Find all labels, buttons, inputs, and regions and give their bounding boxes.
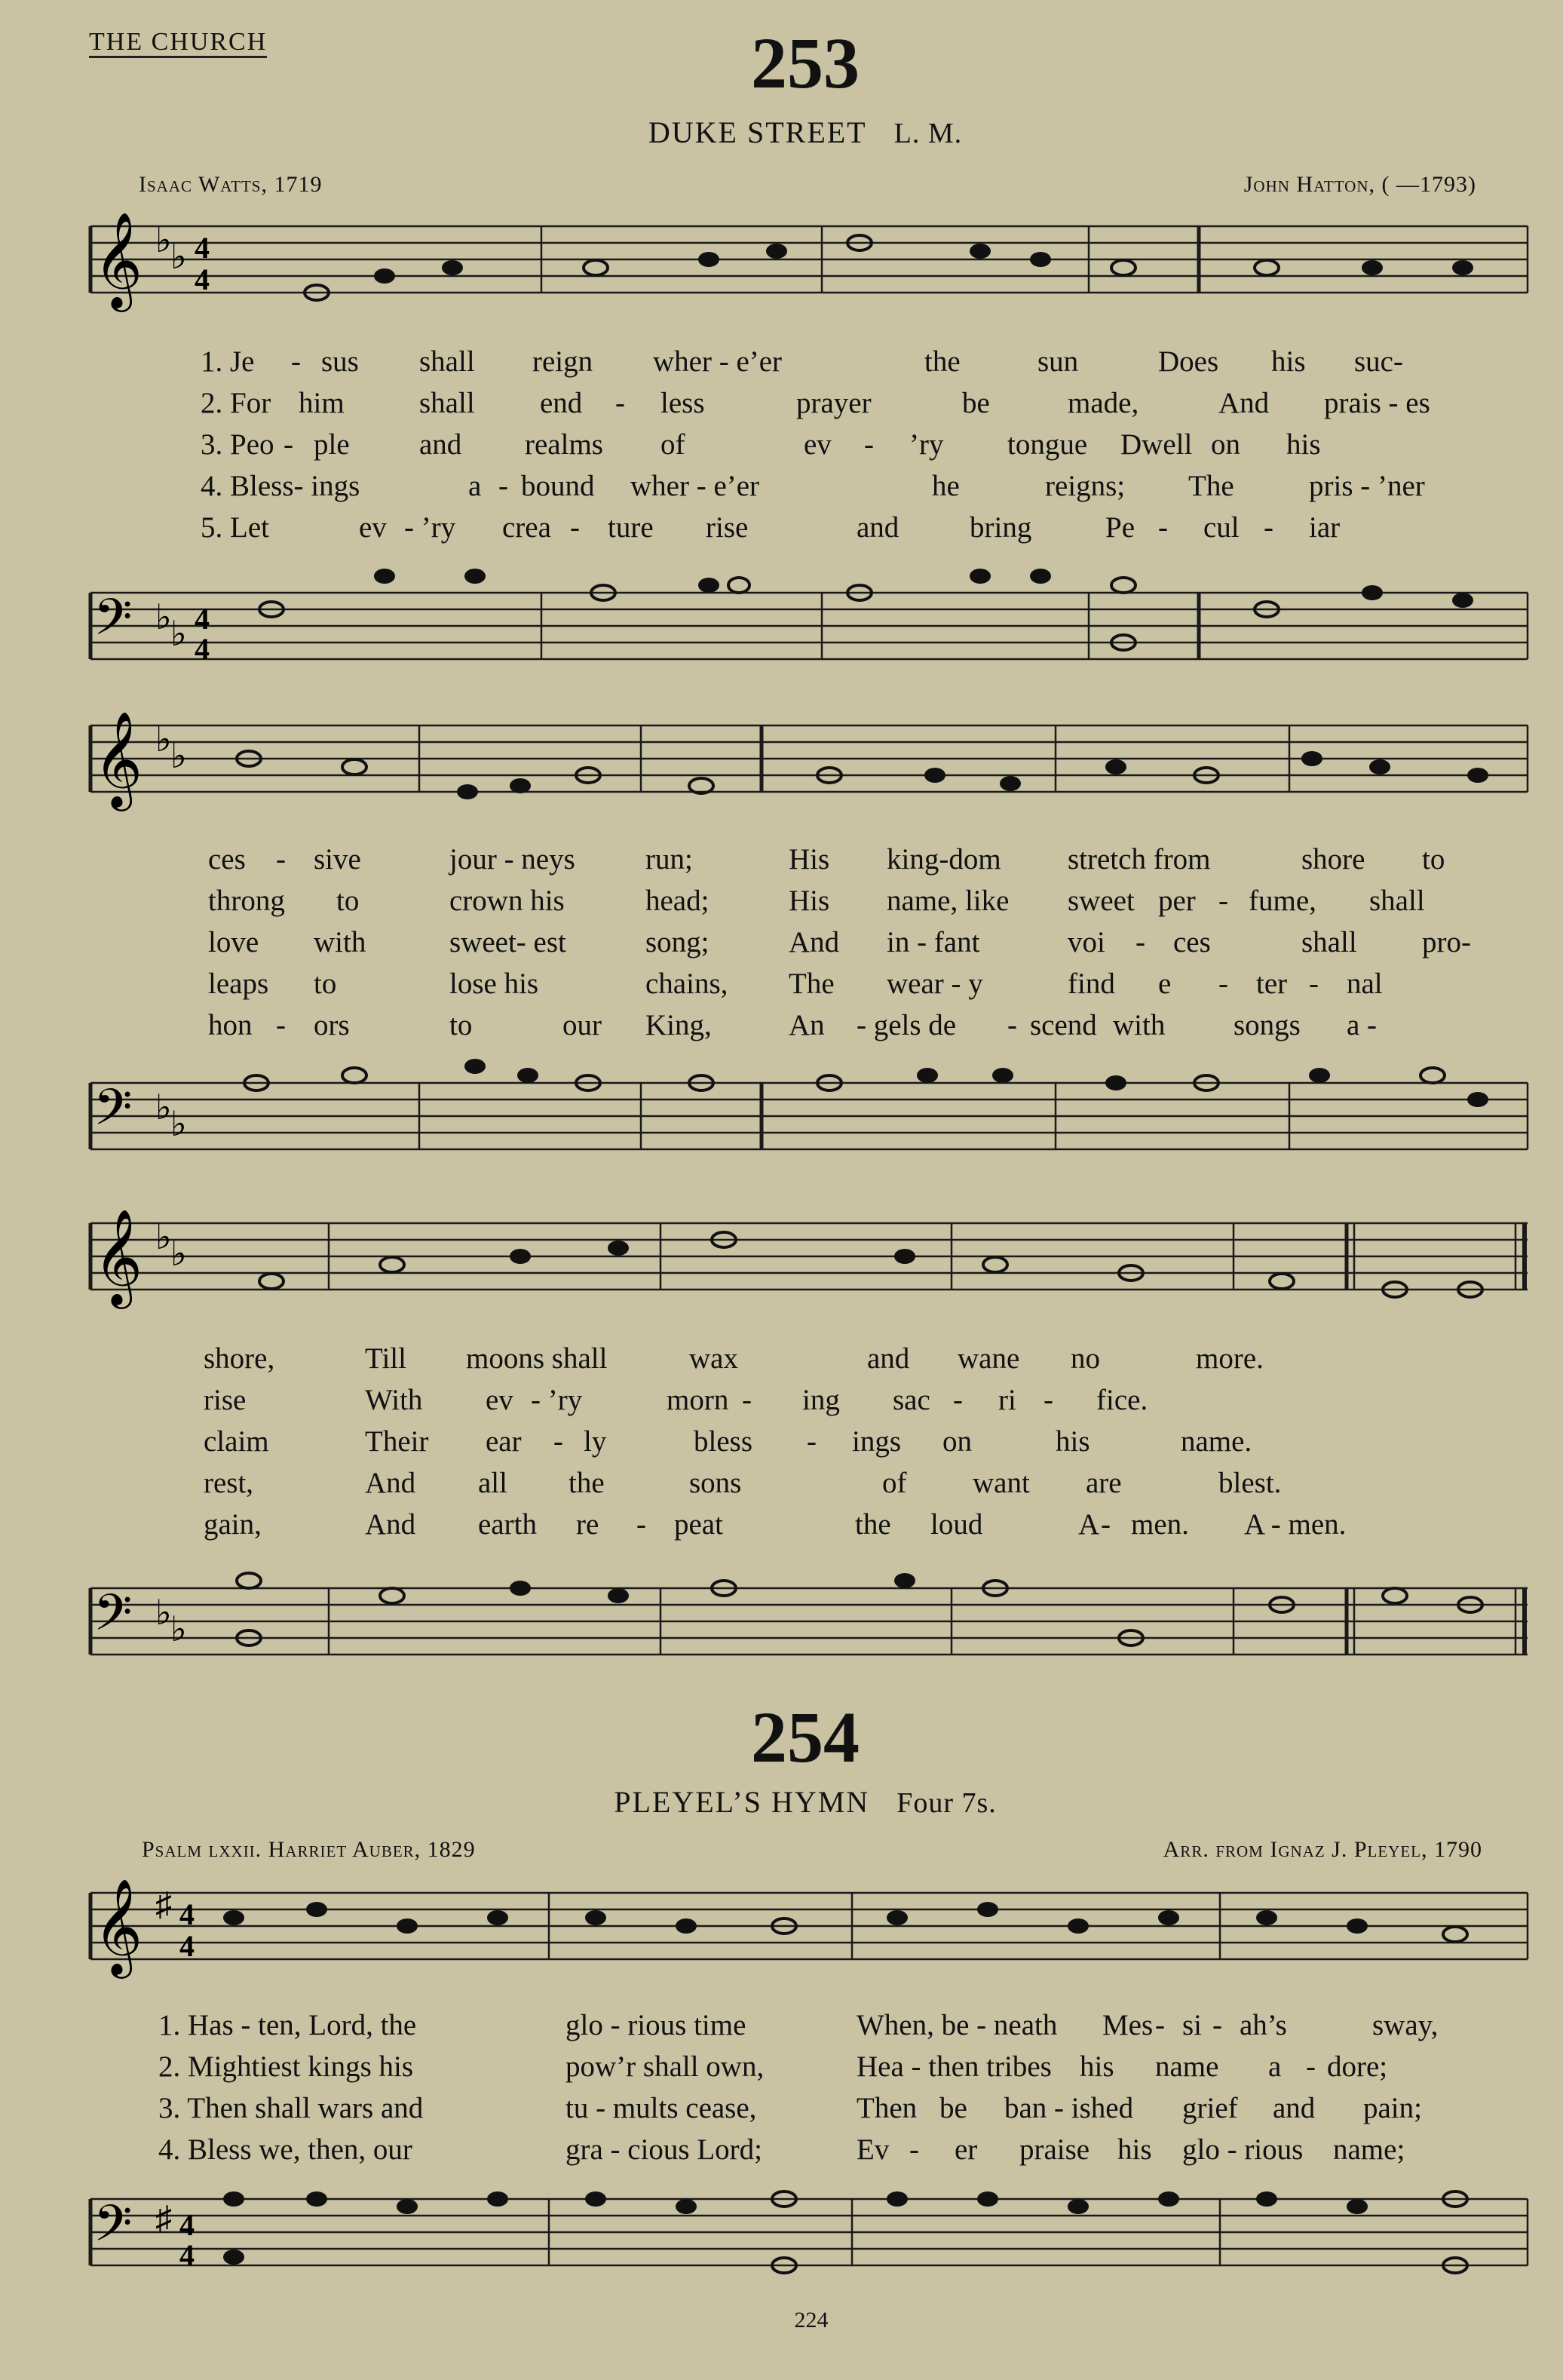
treble-clef-icon: 𝄞 bbox=[93, 1881, 143, 1973]
flat-icon: ♭ bbox=[170, 1234, 187, 1273]
svg-text:4: 4 bbox=[179, 2238, 195, 2272]
verse-3-line-1: 3. Then shall wars and tu - mults cease, Then be ban - ished grief and pain; bbox=[158, 2092, 1422, 2124]
treble-clef-icon: 𝄞 bbox=[93, 713, 143, 805]
treble-staff-hymn-254 bbox=[0, 1881, 1563, 1991]
flat-icon: ♭ bbox=[170, 1610, 187, 1649]
flat-icon: ♭ bbox=[155, 720, 172, 759]
verse-5-line-1: 5. Let ev - ’ry crea - ture rise and bring Pe - cul - iar bbox=[201, 511, 1341, 544]
verse-1-line-1: 1. Je - sus shall reign wher - e’er the sun Does his suc- bbox=[201, 345, 1403, 378]
verse-5-line-3: gain, And earth re - peat the loud A- men. A - men. bbox=[204, 1508, 1347, 1541]
tune-title bbox=[353, 115, 1258, 150]
verse-5-line-2: hon - ors to our King, An - gels de - scend with songs a - bbox=[208, 1009, 1378, 1041]
treble-clef-icon: 𝄞 bbox=[93, 1211, 143, 1303]
hymn-author: Isaac Watts, 1719 bbox=[139, 172, 323, 197]
hymn-author: Psalm lxxii. Harriet Auber, 1829 bbox=[142, 1837, 476, 1862]
sharp-icon: ♯ bbox=[155, 2200, 172, 2237]
verse-2-line-2: throng to crown his head; His name, like sweet per - fume, shall bbox=[208, 885, 1425, 917]
hymn-composer: John Hatton, ( —1793) bbox=[1243, 172, 1476, 197]
bass-clef-icon: 𝄢 bbox=[93, 1587, 133, 1653]
verse-4-line-1: 4. Bless- ings a - bound wher - e’er he reigns; The pris - ’ner bbox=[201, 470, 1425, 502]
svg-text:4: 4 bbox=[195, 602, 210, 636]
verse-3-line-3: claim Their ear - ly bless - ings on his name. bbox=[204, 1425, 1252, 1458]
flat-icon: ♭ bbox=[170, 1105, 187, 1143]
verse-2-line-1: 2. For him shall end - less prayer be made, And prais - es bbox=[201, 387, 1430, 419]
flat-icon: ♭ bbox=[170, 737, 187, 775]
hymn-number: 254 bbox=[751, 1697, 860, 1777]
bass-staff-system-3 bbox=[0, 1561, 1563, 1682]
bass-staff-hymn-254 bbox=[0, 2172, 1563, 2285]
flat-icon: ♭ bbox=[155, 1088, 172, 1127]
bass-clef-icon: 𝄢 bbox=[93, 1081, 133, 1148]
tune-name: PLEYEL’S HYMN bbox=[614, 1785, 870, 1819]
flat-icon: ♭ bbox=[170, 615, 187, 653]
flat-icon: ♭ bbox=[170, 238, 187, 276]
treble-staff-system-1 bbox=[0, 211, 1563, 339]
svg-text:4: 4 bbox=[195, 632, 210, 666]
tune-meter: L. M. bbox=[893, 118, 963, 149]
flat-icon: ♭ bbox=[155, 598, 172, 636]
bass-clef-icon: 𝄢 bbox=[93, 591, 133, 658]
treble-clef-icon: 𝄞 bbox=[93, 211, 143, 308]
verse-1-line-3: shore, Till moons shall wax and wane no more. bbox=[204, 1342, 1264, 1375]
svg-text:4: 4 bbox=[179, 1897, 195, 1931]
tune-meter: Four 7s. bbox=[896, 1787, 997, 1819]
verse-4-line-3: rest, And all the sons of want are blest. bbox=[204, 1467, 1282, 1499]
verse-2-line-1: 2. Mightiest kings his pow’r shall own, Hea - then tribes his name a - dore; bbox=[158, 2050, 1388, 2083]
page-number: 224 bbox=[794, 2308, 829, 2332]
verse-4-line-1: 4. Bless we, then, our gra - cious Lord; Ev - er praise his glo - rious name; bbox=[158, 2133, 1405, 2166]
tune-title bbox=[353, 1784, 1258, 1820]
verse-1-line-2: ces - sive jour - neys run; His king-dom stretch from shore to bbox=[208, 843, 1445, 876]
verse-1-line-1: 1. Has - ten, Lord, the glo - rious time When, be - neath Mes- si - ah’s sway, bbox=[158, 2009, 1439, 2041]
bass-staff-system-1 bbox=[0, 566, 1563, 671]
verse-2-line-3: rise With ev - ’ry morn - ing sac - ri - fice. bbox=[204, 1384, 1148, 1416]
treble-staff-system-2 bbox=[0, 713, 1563, 822]
bass-staff-system-2 bbox=[0, 1056, 1563, 1161]
verse-4-line-2: leaps to lose his chains, The wear - y find e - ter - nal bbox=[208, 968, 1383, 1000]
svg-text:4: 4 bbox=[195, 231, 210, 265]
tune-name: DUKE STREET bbox=[648, 115, 867, 149]
sharp-icon: ♯ bbox=[155, 1886, 172, 1923]
section-label: THE CHURCH bbox=[89, 29, 267, 58]
hymn-composer: Arr. from Ignaz J. Pleyel, 1790 bbox=[1163, 1837, 1482, 1862]
verse-3-line-1: 3. Peo - ple and realms of ev - ’ry tongue Dwell on his bbox=[201, 428, 1321, 461]
svg-text:4: 4 bbox=[179, 1929, 195, 1963]
flat-icon: ♭ bbox=[155, 221, 172, 259]
treble-staff-system-3 bbox=[0, 1211, 1563, 1320]
flat-icon: ♭ bbox=[155, 1593, 172, 1632]
hymn-number: 253 bbox=[751, 23, 860, 103]
svg-text:4: 4 bbox=[179, 2208, 195, 2242]
flat-icon: ♭ bbox=[155, 1218, 172, 1256]
verse-3-line-2: love with sweet- est song; And in - fant voi - ces shall pro- bbox=[208, 926, 1471, 958]
bass-clef-icon: 𝄢 bbox=[93, 2198, 133, 2264]
svg-text:4: 4 bbox=[195, 262, 210, 296]
